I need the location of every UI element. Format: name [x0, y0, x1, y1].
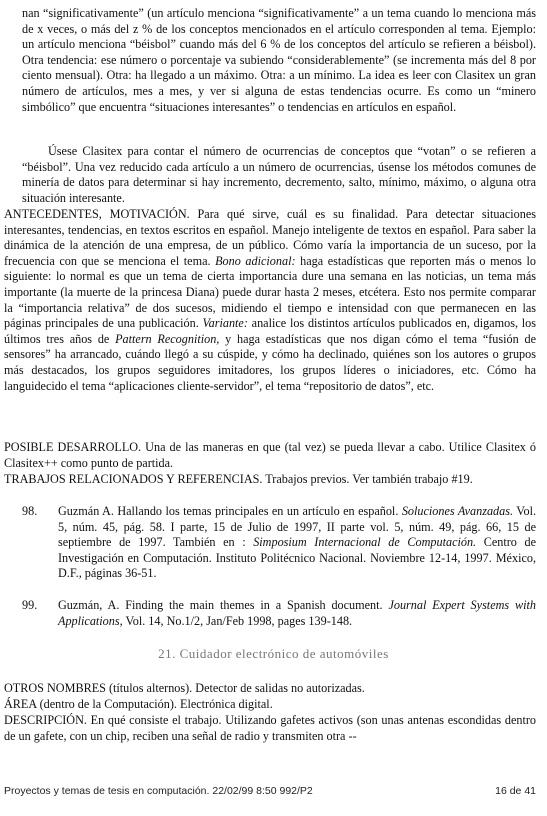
paragraph-uso-clasitex: Úsese Clasitex para contar el número de ocurrencias de conceptos que “votan” o se refieren a “béisbol”. Una vez reducido cada artículo a un número de ocurrencias, úsense los métodos comunes de minería de datos para determinar si hay incremento, decremento, salto, mínimo, máximo, o alguna otra situación interesante. — [22, 144, 536, 205]
reference-number: 99. — [22, 598, 38, 612]
section-otros-nombres: OTROS NOMBRES (títulos alternos). Detector de salidas no autorizadas. — [4, 681, 365, 695]
footer-title: Proyectos y temas de tesis en computación. 22/02/99 8:50 992/P2 — [4, 785, 313, 797]
section-label: ANTECEDENTES, MOTIVACIÓN. — [4, 207, 190, 221]
reference-number: 98. — [22, 504, 38, 518]
paragraph-tendencias: nan “significativamente” (un artículo menciona “significativamente” a un tema cuando lo menciona más de x veces, o más del z % de los conceptos mencionados en el artículo corresponden al tema. Ejemplo: un artículo menciona “béisbol” cuando más del 6 % de los conceptos del artículo se refieren a béisbol). Otra tendencia: ese número o porcentaje va subiendo “considerablemente” (se incrementa más del 8 por ciento mensual). Otra: ha llegado a un máximo. Otra: a un mínimo. La idea es leer con Clasitex un gran número de artículos, mes a mes, y ver si alguna de estas tendencias ocurre. Es como un “minero simbólico” que encuentra “situaciones interesantes” o tendencias en artículos en español. — [22, 6, 536, 114]
section-label: TRABAJOS RELACIONADOS Y REFERENCIAS. — [4, 472, 263, 486]
section-posible-desarrollo: POSIBLE DESARROLLO. Una de las maneras en que (tal vez) se pueda llevar a cabo. Utilice Clasitex ó Clasitex++ como punto de partida. — [4, 440, 537, 470]
section-trabajos-relacionados: TRABAJOS RELACIONADOS Y REFERENCIAS. Trabajos previos. Ver también trabajo #19. — [4, 472, 473, 486]
reference-98: 98. Guzmán A. Hallando los temas principales en un artículo en español. Soluciones Avanzadas. Vol. 5, núm. 45, pág. 58. I parte, 15 de Julio de 1997, II parte vol. 5, núm. 49, pág. 66, 15 de septiembre de 1997. También en : Simposium Internacional de Computación. Centro de Investigación en Computación. Instituto Politécnico Nacional. Noviembre 12-14, 1997. México, D.F., páginas 36-51. — [22, 504, 537, 581]
section-area: ÁREA (dentro de la Computación). Electrónica digital. — [4, 697, 273, 711]
section-antecedentes: ANTECEDENTES, MOTIVACIÓN. Para qué sirve, cuál es su finalidad. Para detectar situaciones interesantes, tendencias, en textos escritos en español. Manejo inteligente de textos en español. Para saber la dinámica de la atención de una empresa, de un público. Cómo varía la importancia de un suceso, por la frecuencia con que se menciona el tema. Bono adicional: haga estadísticas que reporten más o menos lo siguiente: lo normal es que un tema de cierta importancia dure una semana en las noticias, un tema más importante (la muerte de la princesa Diana) puede durar hasta 2 meses, etcétera. Esto nos permite comparar la “importancia relativa” de dos sucesos, midiendo el tiempo e intensidad con que permanecen en las páginas principales de una publicación. Variante: analice los distintos artículos publicados en, digamos, los últimos tres años de Pattern Recognition, y haga estadísticas que nos digan cómo el tema “fusión de sensores” ha arrancado, cuándo llegó a su cúspide, y cómo ha declinado, quiénes son los autores o grupos más destacados, los grupos seguidores imitadores, los grupos líderes o iniciadores, etc. Cómo ha languidecido el tema “aplicaciones cliente-servidor”, el tema “repositorio de datos”, etc. — [4, 207, 536, 393]
reference-99: 99. Guzmán, A. Finding the main themes in a Spanish document. Journal Expert Systems with Applications, Vol. 14, No.1/2, Jan/Feb 1998, pages 139-148. — [22, 598, 537, 628]
section-label: ÁREA — [4, 697, 37, 711]
section-label: DESCRIPCIÓN. — [4, 713, 87, 727]
page-footer — [4, 785, 536, 797]
section-label: OTROS NOMBRES — [4, 681, 106, 695]
section-descripcion: DESCRIPCIÓN. En qué consiste el trabajo. Utilizando gafetes activos (son unas antenas escondidas dentro de un gafete, con un chip, reciben una señal de radio y transmiten otra -- — [4, 713, 536, 743]
section-title: 21. Cuidador electrónico de automóviles — [158, 646, 389, 661]
section-label: POSIBLE DESARROLLO. — [4, 440, 142, 454]
page-number: 16 de 41 — [495, 785, 536, 797]
